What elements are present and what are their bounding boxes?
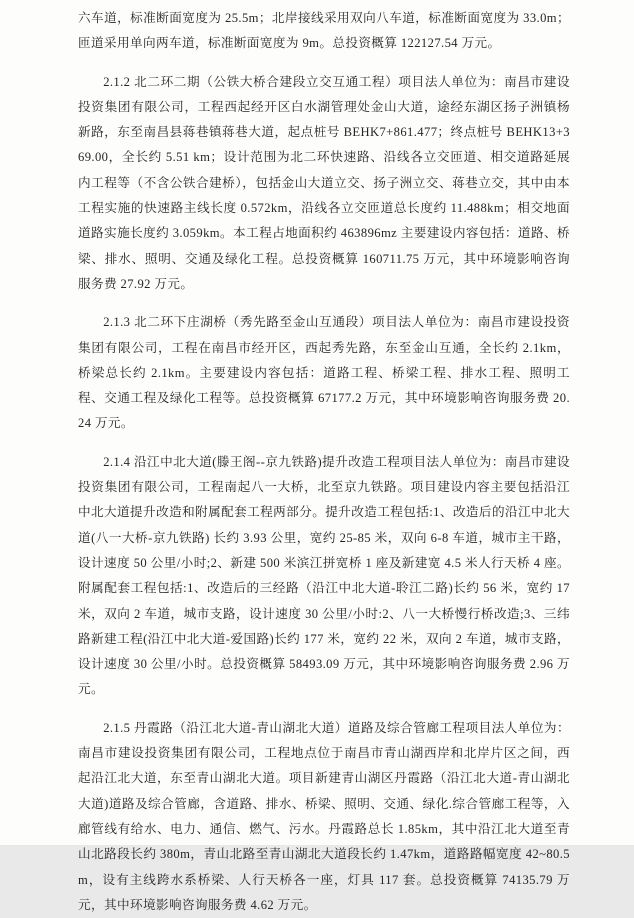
paragraph-2-1-5: 2.1.5 丹霞路（沿江北大道-青山湖北大道）道路及综合管廊工程项目法人单位为：南昌市建设投资集团有限公司，工程地点位于南昌市青山湖西岸和北岸片区之间，西起沿江北大道，东至青山湖北大道。项目新建青山湖区丹霞路（沿江北大道-青山湖北大道)道路及综合管廊，含道路、排水、桥梁、照明、交通、绿化.综合管廊工程等，入廊管线有给水、电力、通信、燃气、污水。丹霞路总长 1.85km，其中沿江北大道至青山北路段长约 380m，青山北路至青山湖北大道段长约 1.47km，道路路幅宽度 42~80.5m，设有主线跨水系桥梁、人行天桥各一座，灯具 117 套。总投资概算 74135.79 万元，其中环境影响咨询服务费 4.62 万元。 — [78, 720, 570, 912]
paragraph-2-1-2: 2.1.2 北二环二期（公铁大桥合建段立交互通工程）项目法人单位为：南昌市建设投资集团有限公司，工程西起经开区白水湖管理处金山大道，途经东湖区扬子洲镇杨新路，东至南昌县蒋巷镇蒋巷大道，起点桩号 BEHK7+861.477；终点桩号 BEHK13+369.00，全长约 5.51 km；设计范围为北二环快速路、沿线各立交匝道、相交道路延展内工程等（不含公铁合建桥），包括金山大道立交、扬子洲立交、蒋巷立交，其中由本工程实施的快速路主线长度 0.572km，沿线各立交匝道总长度约 11.488km；相交地面道路实施长度约 3.059km。本工程占地面积约 463896mz 主要建设内容包括：道路、桥梁、排水、照明、交通及绿化工程。总投资概算 160711.75 万元，其中环境影响咨询服务费 27.92 万元。 — [78, 74, 570, 291]
paragraph-2-1-3: 2.1.3 北二环下庄湖桥（秀先路至金山互通段）项目法人单位为：南昌市建设投资集团有限公司，工程在南昌市经开区，西起秀先路，东至金山互通，全长约 2.1km，桥梁总长约 2.1km。主要建设内容包括：道路工程、桥梁工程、排水工程、照明工程、交通工程及绿化工程等。总投资概算 67177.2 万元，其中环境影响咨询服务费 20.24 万元。 — [78, 315, 570, 431]
paragraph-2-1-1-continuation: 六车道，标准断面宽度为 25.5m；北岸接线采用双向八车道，标准断面宽度为 33.0m；匝道采用单向两车道，标准断面宽度为 9m。总投资概算 122127.54 万元。 — [78, 11, 570, 51]
paragraph-2-1-4: 2.1.4 沿江中北大道(滕王阁--京九铁路)提升改造工程项目法人单位为：南昌市建设投资集团有限公司，工程南起八一大桥，北至京九铁路。项目建设内容主要包括沿江中北大道提升改造和附属配套工程两部分。提升改造工程包括:1、改造后的沿江中北大道(八一大桥-京九铁路) 长约 3.93 公里，宽约 25-85 米，双向 6-8 车道，城市主干路，设计速度 50 公里/小时;2、新建 500 米滨江拼宽桥 1 座及新建宽 4.5 米人行天桥 4 座。附属配套工程包括:1、改造后的三经路（沿江中北大道-聆江二路)长约 56 米，宽约 17 米，双向 2 车道，城市支路，设计速度 30 公里/小时:2、八一大桥慢行桥改造;3、三纬路新建工程(沿江中北大道-爱国路)长约 177 米，宽约 22 米，双向 2 车道，城市支路，设计速度 30 公里/小时。总投资概算 58493.09 万元，其中环境影响咨询服务费 2.96 万元。 — [78, 454, 570, 697]
